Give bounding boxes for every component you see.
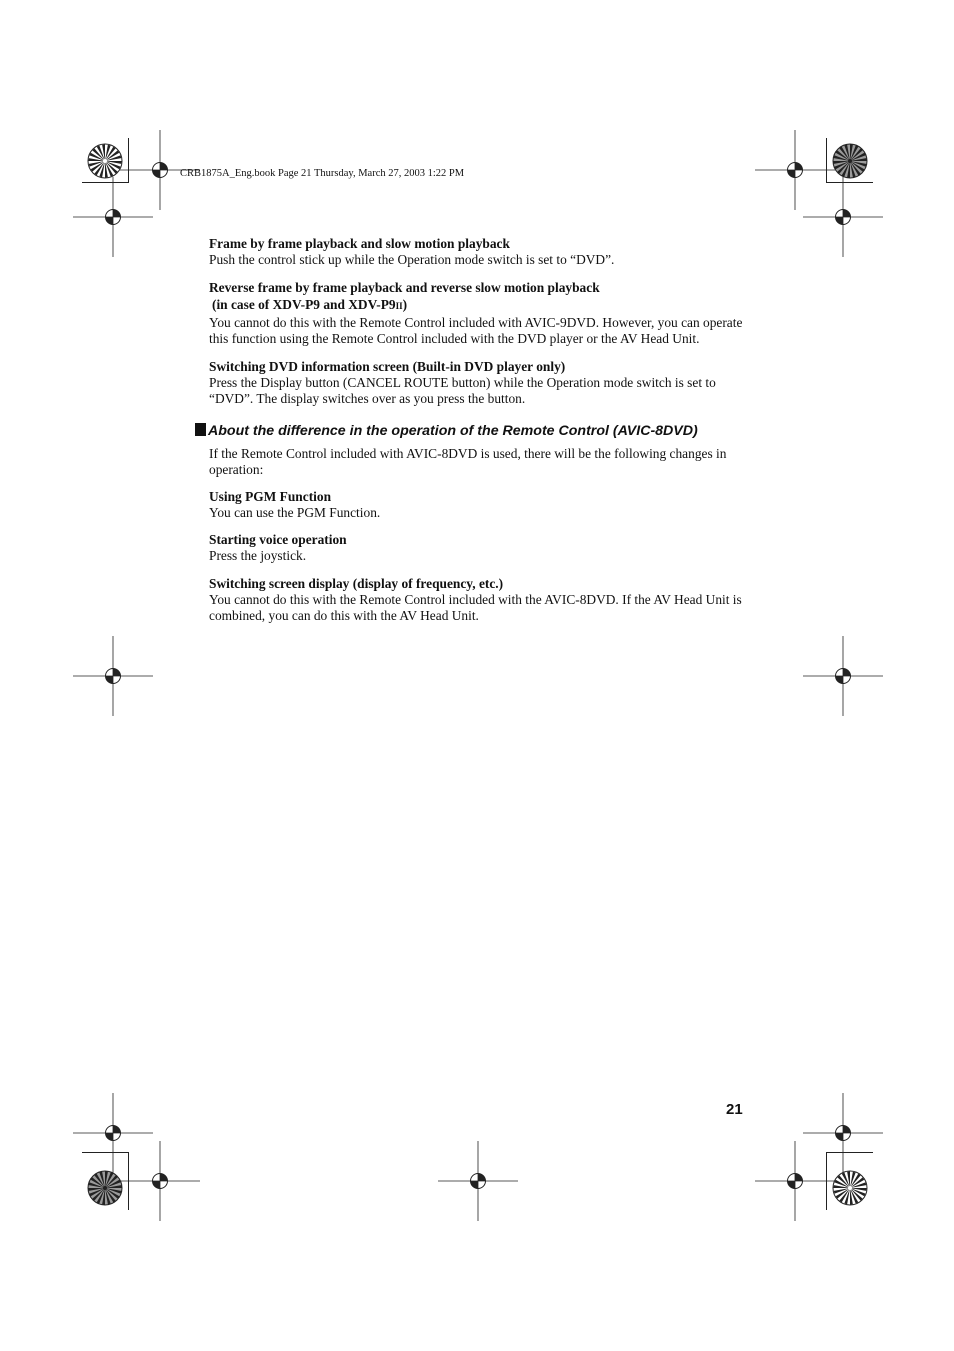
topic-voice-operation <box>209 531 749 565</box>
subtitle-close: ) <box>402 296 408 312</box>
section-heading <box>195 422 749 440</box>
print-file-info: CRB1875A_Eng.book Page 21 Thursday, March 27, 2003 1:22 PM <box>180 168 465 179</box>
registration-mark-icon <box>803 177 883 257</box>
topic-title: Frame by frame playback and slow motion playback <box>209 236 510 251</box>
topic-body: Push the control stick up while the Operation mode switch is set to “DVD”. <box>209 252 615 267</box>
topic-title: Switching DVD information screen (Built-in DVD player only) <box>209 358 566 374</box>
topic-body: Press the joystick. <box>209 548 307 563</box>
page-content <box>209 235 749 635</box>
subtitle-text: (in case of XDV-P9 and XDV-P9 <box>212 296 396 312</box>
topic-pgm-function <box>209 488 749 522</box>
topic-screen-display <box>209 575 749 625</box>
section-intro: If the Remote Control included with AVIC-8DVD is used, there will be the following changes in operation: <box>209 445 727 477</box>
topic-title: Switching screen display (display of frequency, etc.) <box>209 575 504 591</box>
star-target-bottom-left-icon <box>87 1170 123 1206</box>
topic-title: Reverse frame by frame playback and reverse slow motion playback <box>209 279 600 295</box>
section-heading-text: About the difference in the operation of the Remote Control (AVIC-8DVD) <box>208 422 698 439</box>
page-number: 21 <box>726 1101 743 1118</box>
topic-body: You cannot do this with the Remote Control included with AVIC-9DVD. However, you can operate this function using the Remote Control included with the DVD player or the AV Head Unit. <box>209 314 743 346</box>
star-target-bottom-right-icon <box>832 1170 868 1206</box>
roman-numeral: II <box>395 300 403 311</box>
registration-mark-icon <box>803 636 883 716</box>
registration-mark-icon <box>73 177 153 257</box>
topic-dvd-info-screen <box>209 358 749 408</box>
topic-body: You cannot do this with the Remote Control included with the AVIC-8DVD. If the AV Head Unit is combined, you can do this with the AV Head Unit. <box>209 591 742 623</box>
topic-body: Press the Display button (CANCEL ROUTE button) while the Operation mode switch is set to “DVD”. The display switches over as you press the button. <box>209 374 716 406</box>
registration-mark-icon <box>120 1141 200 1221</box>
topic-reverse-playback <box>209 279 749 348</box>
registration-mark-icon <box>73 636 153 716</box>
registration-mark-icon <box>438 1141 518 1221</box>
topic-body: You can use the PGM Function. <box>209 504 381 520</box>
topic-subtitle <box>209 296 749 315</box>
square-bullet-icon <box>195 423 206 436</box>
star-target-top-right-icon <box>832 143 868 179</box>
registration-mark-icon <box>755 1141 835 1221</box>
star-target-top-left-icon <box>87 143 123 179</box>
topic-frame-playback <box>209 235 749 269</box>
topic-title: Starting voice operation <box>209 532 347 547</box>
topic-title: Using PGM Function <box>209 488 332 504</box>
